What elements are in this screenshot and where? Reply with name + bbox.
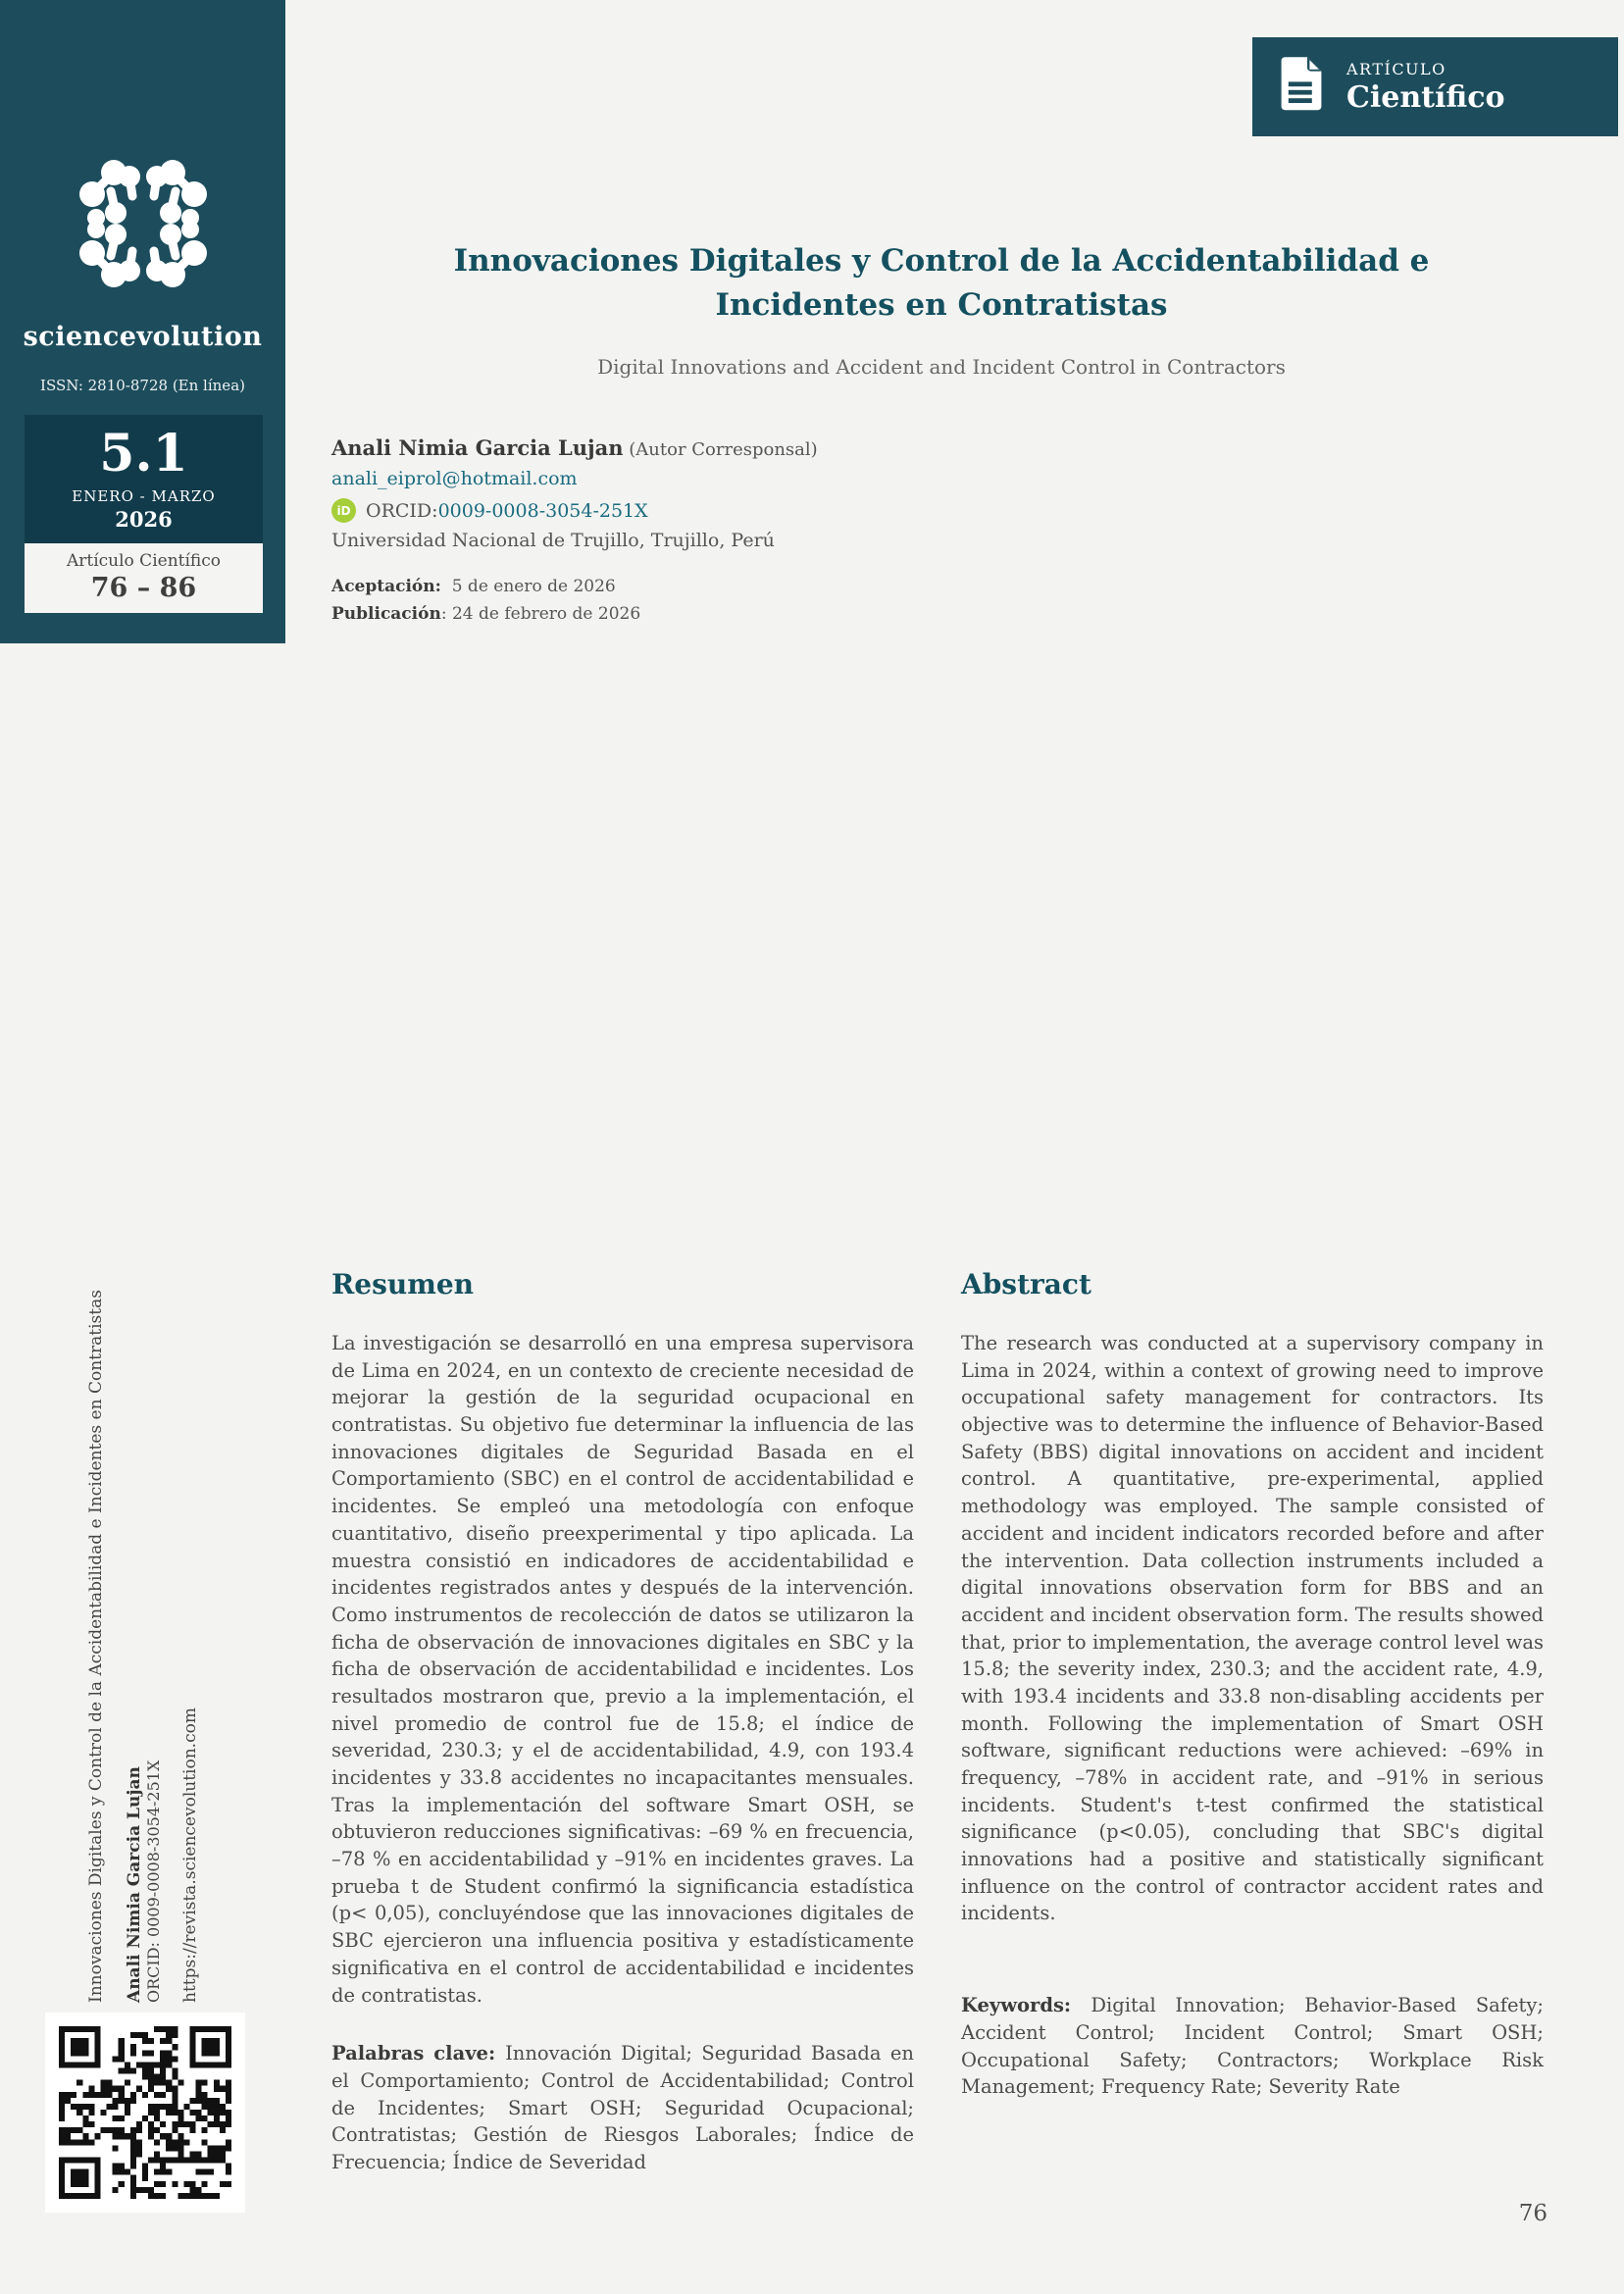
acceptance-date-line (331, 573, 818, 600)
strip-author-name: Anali Nimia Garcia Lujan (125, 1766, 144, 2003)
abstract-columns (331, 1268, 1544, 2176)
keywords-label: Keywords: (961, 1994, 1091, 2017)
publication-label: Publicación (331, 604, 441, 625)
journal-name: sciencevolution (23, 322, 263, 352)
volume-footer (25, 543, 263, 613)
author-name-line (331, 435, 818, 460)
resumen-column (331, 1268, 914, 2176)
page-number: 76 (1518, 2201, 1548, 2226)
keywords-block (961, 1992, 1544, 2101)
volume-box (25, 415, 263, 613)
resumen-heading: Resumen (331, 1268, 475, 1300)
keywords-text: Digital Innovation; Behavior-Based Safety; Accident Control; Incident Control; Smart OSH; Occupational Safety; Contractors; Workplace Risk Management; Frequency Rate; Severity Rate (961, 1994, 1544, 2099)
article-type-badge (1252, 37, 1618, 136)
rotated-citation-strip (86, 1157, 200, 2003)
orcid-label: ORCID: (366, 499, 438, 522)
palabras-clave-block (331, 2040, 914, 2175)
palabras-clave-text: Innovación Digital; Seguridad Basada en el Comportamiento; Control de Accidentabilidad; Control de Incidentes; Smart OSH; Seguridad Ocupacional; Contratistas; Gestión de Riesgos Laborales; Índice de Frecuencia; Índice de Severidad (331, 2042, 914, 2173)
article-type: Artículo Científico (66, 551, 222, 571)
orcid-id-link[interactable]: 0009-0008-3054-251X (437, 499, 648, 522)
article-title-line2: Incidentes en Contratistas (715, 286, 1168, 323)
article-title-line1: Innovaciones Digitales y Control de la Accidentabilidad e (453, 243, 1430, 279)
article-dates (331, 573, 818, 628)
volume-number: 5.1 (99, 424, 188, 484)
strip-article-title: Innovaciones Digitales y Control de la Accidentabilidad e Incidentes en Contratistas (86, 1290, 106, 2003)
author-affiliation: Universidad Nacional de Trujillo, Trujillo, Perú (331, 530, 775, 551)
abstract-body: The research was conducted at a supervisory company in Lima in 2024, within a context of growing need to improve occupational safety management for contractors. Its objective was to determine the influence of Behavior-Based Safety (BBS) digital innovations on accident and incident control. A quantitative, pre-experimental, applied methodology was employed. The sample consisted of accident and incident indicators recorded before and after the intervention. Data collection instruments included a digital innovations observation form for BBS and an accident and incident observation form. The results showed that, prior to implementation, the average control level was 15.8; the severity index, 230.3; and the accident rate, 4.9, with 193.4 incidents and 33.8 non-disabling accidents per month. Following the implementation of Smart OSH software, significant reductions were achieved: –69% in frequency, –78% in accident rate, and –91% in serious incidents. Student's t-test confirmed the statistical significance (p<0.05), concluding that SBC's digital innovations had a positive and statistically significant influence on the control of contractor accident rates and incidents. (961, 1332, 1544, 1925)
volume-year: 2026 (115, 507, 173, 532)
strip-orcid: ORCID: 0009-0008-3054-251X (144, 1759, 163, 2003)
acceptance-date: 5 de enero de 2026 (440, 577, 616, 596)
orcid-line (331, 498, 818, 523)
author-name: Anali Nimia Garcia Lujan (331, 435, 624, 460)
volume-period: ENERO - MARZO (72, 487, 216, 505)
abstract-column (961, 1268, 1544, 2176)
journal-brand-sidebar (0, 0, 285, 643)
journal-issn: ISSN: 2810-8728 (En línea) (40, 377, 245, 394)
resumen-body: La investigación se desarrolló en una empresa supervisora de Lima en 2024, en un contexto de creciente necesidad de mejorar la gestión de la seguridad ocupacional en contratistas. Su objetivo fue determinar la influencia de las innovaciones digitales de Seguridad Basada en el Comportamiento (SBC) en el control de accidentabilidad e incidentes. Se empleó una metodología con enfoque cuantitativo, diseño preexperimental y tipo aplicada. La muestra consistió en indicadores de accidentabilidad e incidentes registrados antes y después de la intervención. Como instrumentos de recolección de datos se utilizaron la ficha de observación de innovaciones digitales en SBC y la ficha de observación de accidentabilidad e incidentes. Los resultados mostraron que, previo a la implementación, el nivel promedio de control fue de 15.8; el índice de severidad, 230.3; y el de accidentabilidad, 4.9, con 193.4 incidentes y 33.8 accidentes no incapacitantes mensuales. Tras la implementación del software Smart OSH, se obtuvieron reducciones significativas: –69 % en frecuencia, –78 % en accidentabilidad y –91% en incidentes graves. La prueba t de Student confirmó la significancia estadística (p< 0,05), concluyéndose que las innovaciones digitales de SBC ejercieron una influencia positiva y estadísticamente significativa en el control de accidentabilidad e incidentes de contratistas. (331, 1332, 914, 2007)
page-range: 76 – 86 (90, 573, 197, 603)
palabras-clave-label: Palabras clave: (331, 2042, 506, 2065)
author-role: (Autor Corresponsal) (623, 439, 818, 460)
sciencevolution-logo-icon (65, 145, 222, 306)
article-subtitle: Digital Innovations and Accident and Incident Control in Contractors (597, 355, 1286, 379)
author-email-link[interactable]: anali_eiprol@hotmail.com (331, 468, 578, 489)
author-block (331, 435, 818, 628)
badge-label: Científico (1346, 79, 1505, 115)
qr-code (45, 2013, 245, 2213)
document-icon (1278, 56, 1325, 119)
article-title (324, 239, 1559, 328)
publication-date-line (331, 600, 818, 628)
publication-date: : 24 de febrero de 2026 (440, 604, 641, 625)
acceptance-label: Aceptación: (331, 577, 441, 596)
strip-journal-url[interactable]: https://revista.sciencevolution.com (180, 1708, 200, 2003)
badge-kicker: ARTÍCULO (1346, 59, 1446, 78)
orcid-icon: iD (331, 498, 356, 523)
abstract-heading: Abstract (961, 1268, 1091, 1300)
